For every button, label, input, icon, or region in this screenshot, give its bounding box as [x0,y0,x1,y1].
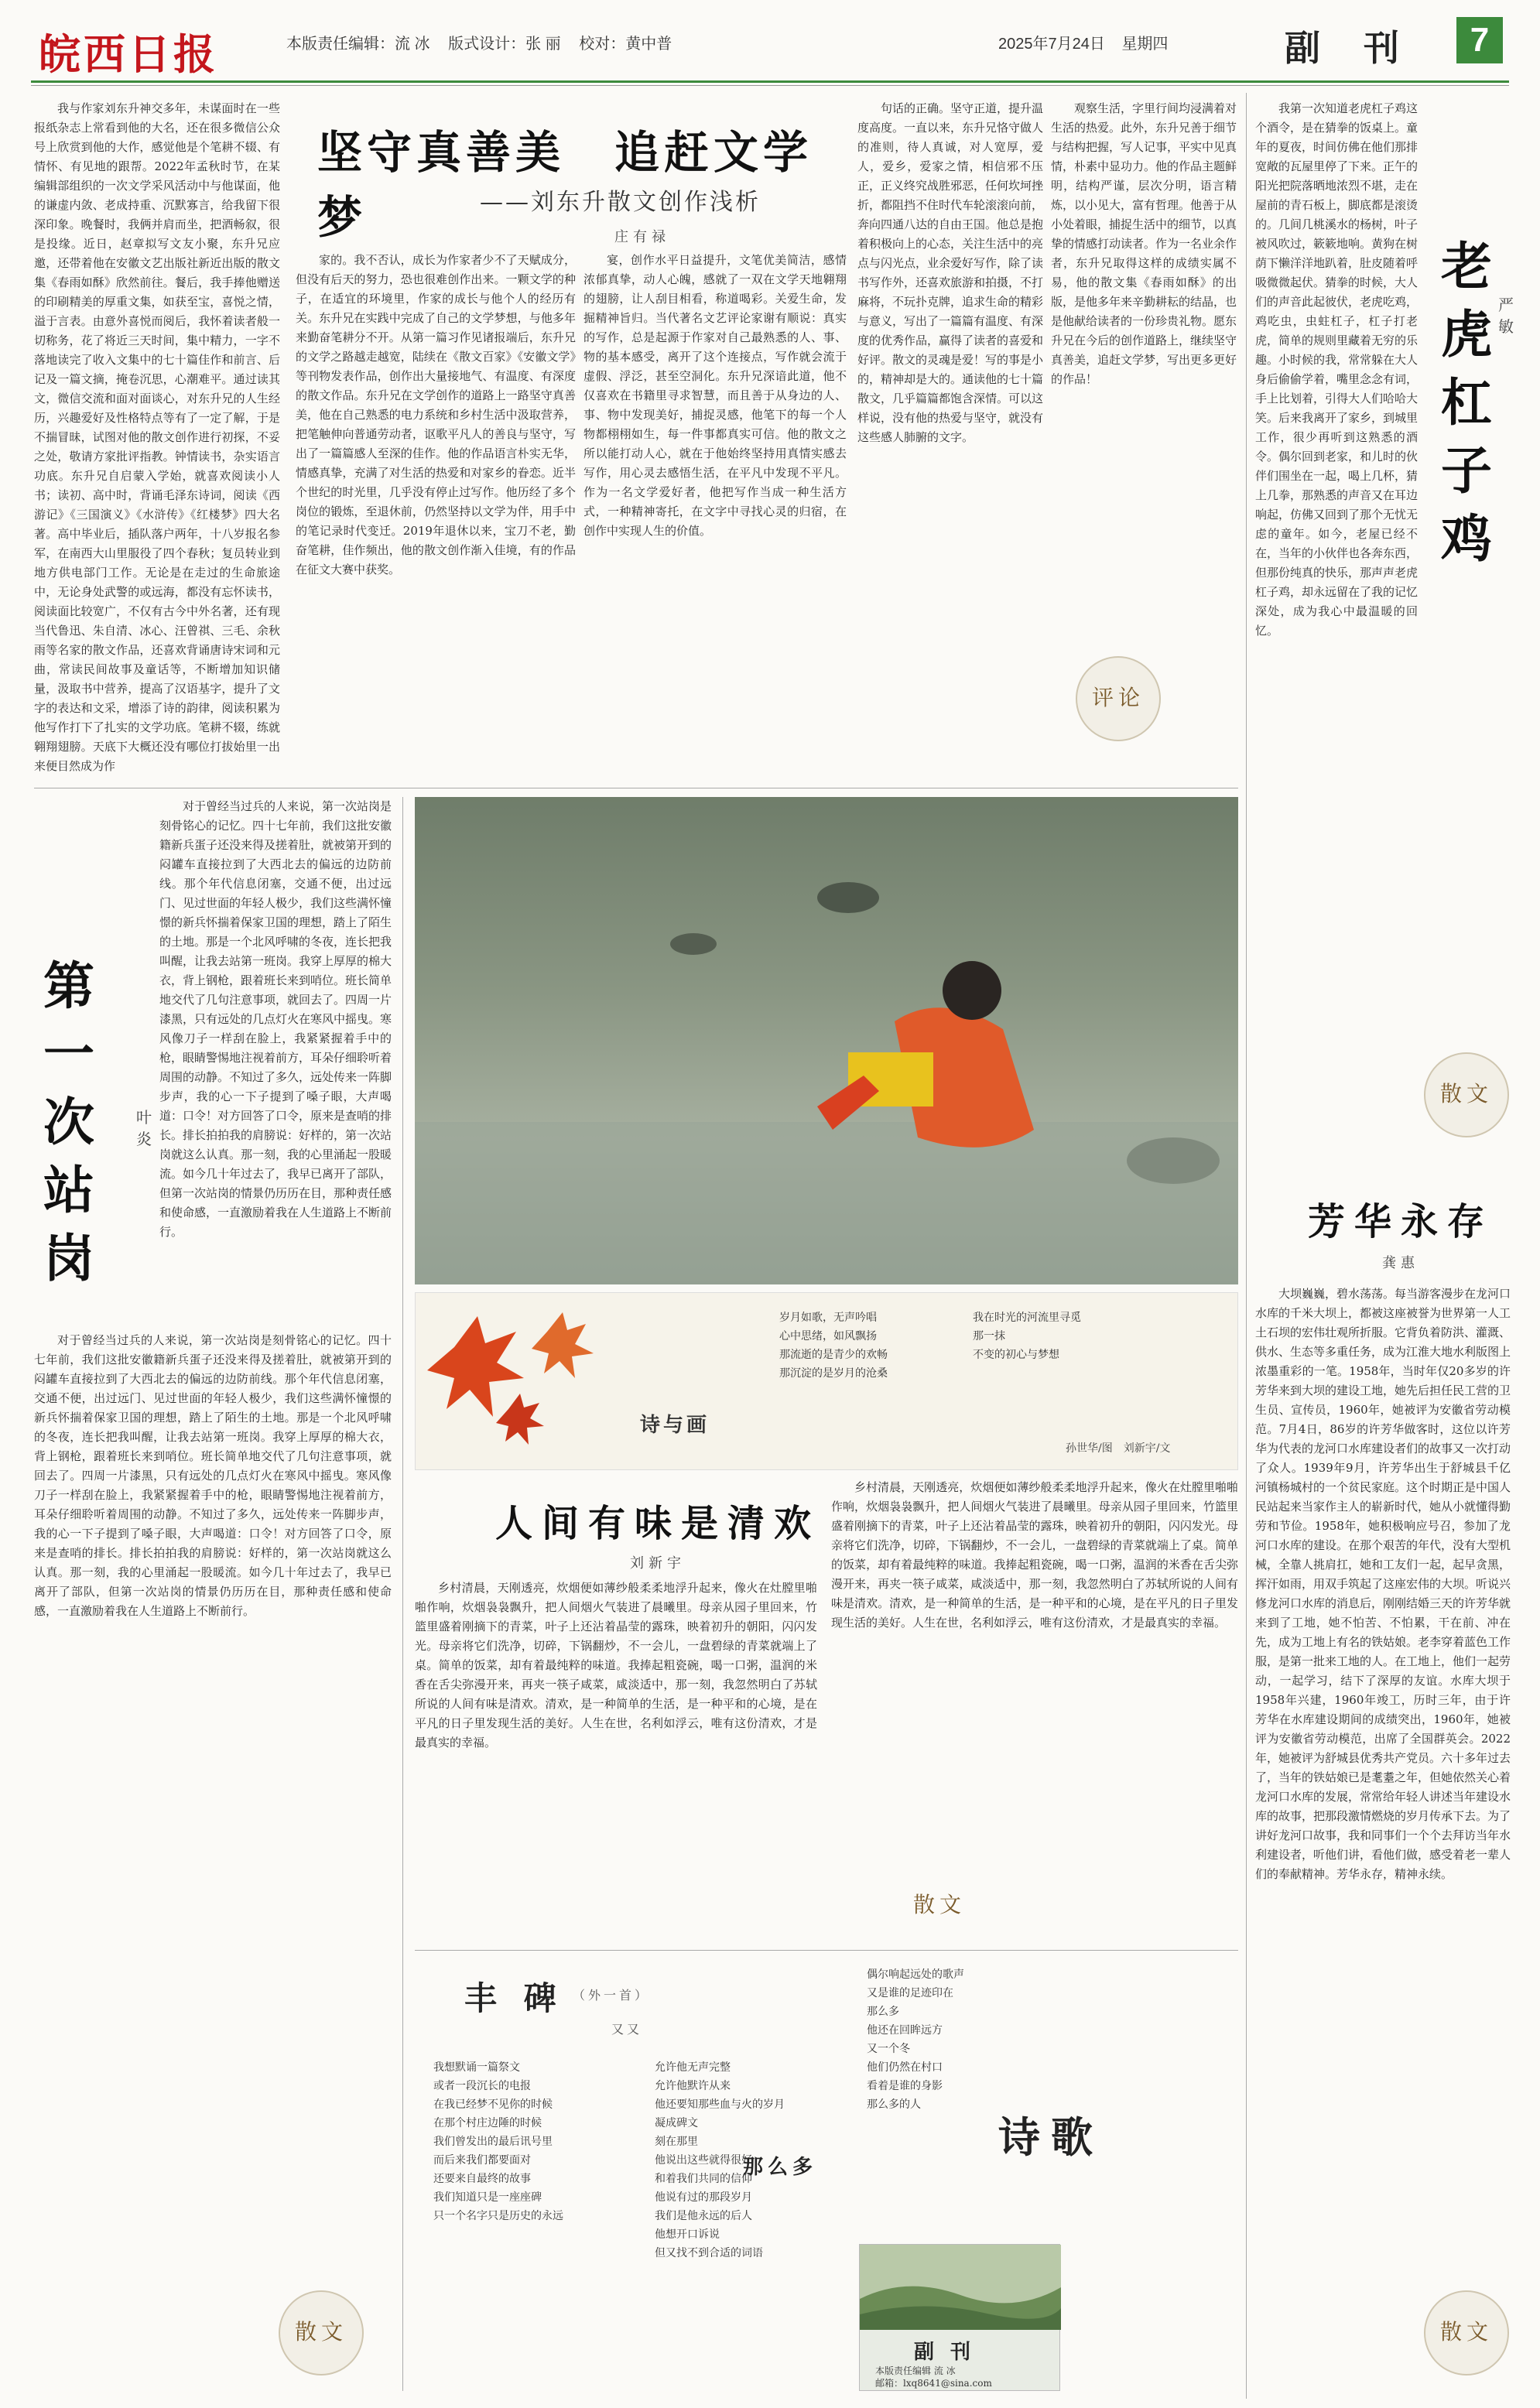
poem-line: 我想默诵一篇祭文 [433,2061,520,2074]
feature-col2-text: 家的。我不否认，成长为作家者少不了天赋成分，但没有后天的努力，恐也很难创作出来。一颗文学的种子，在适宜的环境里，作家的成长与他个人的经历有关。东升兄在实践中完成了自己的文学梦想，与他多年来勤奋笔耕分不开。从第一篇习作见诸报端后，东升兄的文学之路越走越宽，陆续在《散文百家》《安徽文学》等刊物发表作品，创作出大量接地气、有温度、有深度的散文作品。东升兄在文学创作的道路上一路坚守真善美，他在自己熟悉的电力系统和乡村生活中汲取营养，把笔触伸向普通劳动者，讴歌平凡人的善良与坚守，写出了一篇篇感人至深的佳作。他的作品语言朴实无华，情感真挚，充满了对生活的热爱和对家乡的眷恋。近半个世纪的时光里，几乎没有停止过写作。他历经了多个岗位的锻炼，至退休前，仍然坚持以文学为伴，用手中的笔记录时代变迁。2019年退休以来，宝刀不老，勤奋笔耕，佳作频出，他的散文创作渐入佳境，有的作品在征文大赛中获奖。 [296,253,576,576]
essay-tag-fragrance: 散文 [1424,2290,1509,2376]
feature-subtitle: ——刘东升散文创作浅析 [480,189,761,216]
clear-joy-author: 刘新宇 [630,1555,686,1572]
poem-line: 他们仍然在村口 [867,2061,943,2074]
poem-line: 那么多 [867,2006,899,2018]
poem-line: 那沉淀的是岁月的沧桑 [779,1367,888,1380]
river-photo-illustration [415,797,1238,1284]
poem-line: 他想开口诉说 [655,2228,720,2241]
feature-column-3 [583,251,847,780]
poem-line: 在我已经梦不见你的时候 [433,2098,553,2111]
poem-painting-label: 诗与画 [640,1414,710,1437]
fragrance-title: 芳华永存 [1307,1200,1494,1243]
dateline [998,31,1168,53]
poem-line: 我们是他永远的后人 [655,2210,752,2222]
poem-line: 又是谁的足迹印在 [867,1987,953,1999]
maple-leaf-icon [427,1316,524,1417]
poetry-tag: 诗歌 [998,2112,1104,2162]
clear-joy-body-1 [415,1579,817,1942]
poem-line: 和着我们共同的信仰 [655,2173,752,2185]
essay-tag-tiger: 散文 [1424,1052,1509,1137]
poem-line: 看着是谁的身影 [867,2080,943,2092]
masthead-thin-rule [31,85,1509,86]
feature-column-4 [857,99,1043,780]
stele-author: 又又 [611,2022,643,2037]
poem-line: 而后来我们都要面对 [433,2154,531,2167]
poem-line: 他说有过的那段岁月 [655,2191,752,2204]
feature-col1-text: 我与作家刘东升神交多年，未谋面时在一些报纸杂志上常看到他的大名，还在很多微信公众号上欣赏到他的大作，感觉他是个笔耕不辍、有情怀、有见地的跟帮。2022年孟秋时节，在某编辑部组织的一次文学采风活动中与他谋面，他的谦虚内敛、老成持重、沉默寡言，给我留下很深印象。晚餐时，我俩并肩而坐，把酒畅叙，很是投缘。近日，赵章拟写文友小聚，东升兄应邀，还带着他在安徽文艺出版社新近出版的散文集《春雨如酥》欣然前往。餐后，我手捧他赠送的印刷精美的厚重文集，如获至宝，喜悦之情，溢于言表。由意外喜悦而阅后，我怀着读者般一切称务，花了将近三天时间，集中精力，一字不落地读完了收入文集中的七十篇佳作和前言、后记及一篇文摘，掩卷沉思，心潮难平。通过读其文，微信交流和面对面谈心，对东升兄的人生经历，兴趣爱好及性格特点等有了一定了解，于是不揣冒昧，试图对他的散文创作进行初探，不妥之处，敬请方家批评指教。钟情读书，杂实语言功底。东升兄自启蒙入学始，就喜欢阅读小人书；读初、高中时，背诵毛泽东诗词，阅读《西游记》《三国演义》《水浒传》《红楼梦》四大名著。高中毕业后，插队落户两年，十八岁报名参军，在南西大山里服役了四个春秋；复员转业到地方供电部门工作。无论是在走过的生命旅途中，无论身处武警的或远海，都没有忘怀读书，阅读面比较宽广，不仅有古今中外名著，还有现当代鲁迅、朱自清、冰心、汪曾祺、三毛、余秋雨等名家的散文作品，还喜欢背诵唐诗宋词和元曲，常读民间故事及童话等，不断增加知识储量，汲取书中营养，提高了汉语基字，提升了文字的表达和文采，增添了诗的韵律，阅读积累为他写作打下了扎实的文学功底。笔耕不辍，练就翱翔翅膀。天底下大概还没有哪位打拔始里一出来便目然成为作 [34,101,280,773]
poem-line: 我在时光的河流里寻觅 [973,1312,1081,1324]
issue-weekday: 星期四 [1121,36,1169,53]
poem-line: 我们曾发出的最后讯号里 [433,2136,553,2148]
review-tag: 评论 [1076,656,1161,741]
first-post-body-top [159,797,392,1323]
poem-line: 允许他默许从来 [655,2080,731,2092]
poem-line: 允许他无声完整 [655,2061,731,2074]
poem-line: 只一个名字只是历史的永远 [433,2210,563,2222]
poem-line: 刻在那里 [655,2136,698,2148]
poem-line: 他还要知那些血与火的岁月 [655,2098,785,2111]
poem2-lines [867,1965,1022,2114]
designer-credit: 版式设计：张 丽 [448,36,561,53]
clear-joy-text: 乡村清晨，天刚透亮，炊烟便如薄纱般柔柔地浮升起来，像火在灶膛里啪啪作响，炊烟袅袅飘升，把人间烟火气装进了晨曦里。母亲从园子里回来，竹篮里盛着刚摘下的青菜，叶子上还沾着晶莹的露珠，映着初升的朝阳，闪闪发光。母亲将它们洗净，切碎，下锅翻炒，不一会儿，一盘碧绿的青菜就端上了桌。简单的饭菜，却有着最纯粹的味道。我捧起粗瓷碗，喝一口粥，温润的米香在舌尖弥漫开来，再夹一筷子咸菜，咸淡适中，那一刻，我忽然明白了苏轼所说的人间有味是清欢。清欢，是一种简单的生活，是一种平和的心境，是在平凡的日子里发现生活的美好。人生在世，名利如浮云，唯有这份清欢，才是最真实的幸福。 [415,1581,817,1750]
column-divider-right [1246,93,1247,2399]
stele-subtitle: （外一首） [573,1988,651,2003]
credits-line [286,31,686,53]
poem-line: 凝成碑文 [655,2117,698,2129]
feature-col5-text: 观察生活，字里行间均浸满着对生活的热爱。此外，东升兄善于细节与结构把握，写人记事，平实中见真情，朴素中显功力。他的作品主题鲜明，结构严谨，层次分明，语言精炼，以小见大，富有哲理。他善于从小处着眼，捕捉生活中的细节，以真挚的情感打动读者。作为一名业余作者，东升兄取得这样的成绩实属不易，他的散文集《春雨如酥》的出版，是他多年来辛勤耕耘的结晶，也是他献给读者的一份珍贵礼物。愿东升兄在今后的创作道路上，继续坚守真善美，追赶文学梦，写出更多更好的作品！ [1051,101,1237,386]
poem-painting-credit: 孙世华/图 刘新宇/文 [1066,1442,1171,1455]
poem-line: 那流逝的是青少的欢畅 [779,1349,888,1361]
feature-column-5 [1051,99,1237,656]
feature-column-2 [296,251,576,780]
rock-icon [817,882,879,913]
column-divider-left [402,797,403,2391]
poem-line: 在那个村庄边陲的时候 [433,2117,542,2129]
section-title: 副 刊 [1285,27,1415,69]
page-number: 7 [1456,17,1503,63]
tiger-essay-author: 严敏 [1498,296,1514,336]
child-head-figure [943,961,1001,1020]
editor-credit: 本版责任编辑：流 冰 [286,36,430,53]
fragrance-author: 龚惠 [1382,1255,1419,1271]
newspaper-logo: 皖西日报 [39,29,218,79]
proofreader-credit: 校对：黄中普 [579,36,672,53]
first-post-title [34,952,104,1292]
footer-email: 邮箱：lxq8641@sina.com [875,2378,992,2389]
poem-line: 那一抹 [973,1330,1005,1343]
tiger-essay-title-text: 老虎杠子鸡 [1441,236,1492,569]
clear-joy-title: 人间有味是清欢 [495,1502,820,1545]
poem-line: 他还在回眸远方 [867,2024,943,2037]
poem-line: 那么多的人 [867,2098,921,2111]
poem-line: 不变的初心与梦想 [973,1349,1059,1361]
first-post-author: 叶炎 [136,1108,152,1148]
clear-joy-body-2 [831,1478,1238,1942]
stele-lines-a [433,2058,635,2225]
poem-painting-lines-left [779,1308,965,1383]
first-post-text: 对于曾经当过兵的人来说，第一次站岗是刻骨铭心的记忆。四十七年前，我们这批安徽籍新兵蛋子还没来得及搓着肚，就被第开到的闷罐车直接拉到了大西北去的偏远的边防前线。那个年代信息闭塞，交通不便，出过远门、见过世面的年轻人极少，我们这些满怀憧憬的新兵怀揣着保家卫国的理想，踏上了陌生的土地。那是一个北风呼啸的冬夜，连长把我叫醒，让我去站第一班岗。我穿上厚厚的棉大衣，背上钢枪，跟着班长来到哨位。班长简单地交代了几句注意事项，就回去了。四周一片漆黑，只有远处的几点灯火在寒风中摇曳。寒风像刀子一样刮在脸上，我紧紧握着手中的枪，眼睛警惕地注视着前方，耳朵仔细聆听着周围的动静。不知过了多久，远处传来一阵脚步声，我的心一下子提到了嗓子眼，大声喝道：口令！对方回答了口令，原来是查哨的排长。排长拍拍我的肩膀说：好样的，第一次站岗就这么认真。那一刻，我的心里涌起一股暖流。如今几十年过去了，我早已离开了部队，但第一次站岗的情景仍历历在目，那种责任感和使命感，一直激励着我在人生道路上不断前行。 [159,799,392,1239]
first-post-body-bottom [34,1331,392,2337]
feature-title: 坚守真善美 追赶文学梦 [317,126,813,244]
essay-tag-clear-joy: 散文 [913,1892,967,1917]
masthead-rule [31,80,1509,83]
poem-line: 但又找不到合适的词语 [655,2247,763,2259]
poem-line: 心中思绪，如风飘扬 [779,1330,877,1343]
tiger-essay-body [1255,99,1418,1120]
fragrance-body [1255,1284,1511,2321]
feature-col3-text: 宴，创作水平日益提升，文笔优美简洁，感情浓郁真挚，动人心魄，感就了一双在文学天地翱翔的翅膀，让人刮目相看，称道喝彩。关爱生命，发掘精神旨归。当代著名文艺评论家谢有顺说：真实的写作，总是起源于作家对自己最熟悉的人、事、物的基本感受，离开了这个连接点，写作就会流于虚假、浮泛，甚至空洞化。东升兄深谙此道，他不仅喜欢在书籍里寻求智慧，而且善于从身边的人、事、物中发现美好，捕捉灵感，他笔下的每一个人物都栩栩如生，每一件事都真实可信。他的散文之所以能打动人心，就在于他始终坚持用真情实感去写作，用心灵去感悟生活，在平凡中发现不平凡。作为一名文学爱好者，他把写作当成一种生活方式，一种精神寄托，在文字中寻找心灵的归宿，在创作中实现人生的价值。 [583,253,847,538]
poem-line: 偶尔响起远处的歌声 [867,1968,964,1981]
water-surface [415,1122,1238,1284]
poem-line: 岁月如歌，无声吟唱 [779,1312,877,1324]
footer-editor: 本版责任编辑 流 冰 [875,2365,956,2376]
tea-garden-illustration [860,2245,1061,2330]
essay-tag-first-post: 散文 [279,2290,364,2376]
poem-line: 或者一段沉长的电报 [433,2080,531,2092]
poem-line: 他说出这些就得很好 [655,2154,752,2167]
poem2-title: 那么多 [743,2156,818,2179]
footer-box [859,2244,1060,2391]
rock-icon [670,933,717,955]
maple-leaf-icon [496,1394,544,1445]
river-photo [415,797,1238,1284]
poem-line: 又一个冬 [867,2043,910,2055]
poem-line: 我们知道只是一座座碑 [433,2191,542,2204]
feature-author: 庄有禄 [614,229,670,245]
stele-title: 丰 碑 [464,1979,564,2017]
poem-painting-box [415,1292,1238,1470]
tiger-essay-title [1432,232,1501,573]
fragrance-text: 大坝巍巍，碧水荡荡。每当游客漫步在龙河口水库的千米大坝上，都被这座被誉为世界第一人工土石坝的宏伟壮观所折服。它背负着防洪、灌溉、供水、生态等多重任务，成为江淮大地水利版图上浓墨重彩的一笔。1958年，当时年仅20多岁的许芳华来到大坝的建设工地，她先后担任民工营的卫生员、宣传员，1960年，她被评为安徽省劳动模范。7月4日，86岁的许芳华做客时，这位以许芳华为代表的龙河口水库建设者们的故事又一次打动了众人。1939年9月，许芳华出生于舒城县千亿河镇杨城村的一个贫民家庭。这个时期正是中国人民站起来当家作主人的崭新时代，她从小就懂得勤劳和节俭。1958年，她积极响应号召，参加了龙河口水库的建设。在那个艰苦的年代，没有大型机械，全靠人挑肩扛，她和工友们一起，起早贪黑，挥汗如雨，用双手筑起了这座宏伟的大坝。听说兴修龙河口水库的消息后，刚刚结婚三天的许芳华就来到了工地，她不怕苦、不怕累，干在前、冲在先，成为工地上有名的铁姑娘。老李穿着蓝色工作服，是第一批来工地的人。在工地上，他们一起劳动，一起学习，结下了深厚的友谊。水库大坝于1958年兴建，1960年竣工，历时三年，由于许芳华在水库建设期间的成绩突出，1960年，她被评为安徽省劳动模范，出席了全国群英会。2022年，她被评为舒城县优秀共产党员。六十多年过去了，当年的铁姑娘已是耄耋之年，但她依然关心着龙河口水库的发展，常常给年轻人讲述当年建设水库的故事，把那段激情燃烧的岁月传承下去。为了讲好龙河口故事，我和同事们一个个去拜访当年水利建设者，听他们讲，看他们做，感受着老一辈人们的奉献精神。芳华永存，精神永续。 [1255,1287,1511,1881]
tiger-essay-text: 我第一次知道老虎杠子鸡这个酒令，是在猜拳的饭桌上。童年的夏夜，时间仿佛在他们那排宽敞的瓦屋里停了下来。正午的阳光把院落晒地浓烈不堪，走在屋前的青石板上，脚底都是滚烫的。几间几桃溪水的杨树，叶子被风吹过，簌簌地响。黄狗在树荫下懒洋洋地趴着，肚皮随着呼吸微微起伏。猜拳的时候，大人们的声音此起彼伏，老虎吃鸡，鸡吃虫，虫蛀杠子，杠子打老虎，简单的规则里藏着无穷的乐趣。小时候的我，常常躲在大人身后偷偷学着，嘴里念念有词，手上比划着，引得大人们哈哈大笑。后来我离开了家乡，到城里工作，很少再听到这熟悉的酒令。偶尔回到老家，和儿时的伙伴们围坐在一起，喝上几杯，猜上几拳，那熟悉的声音又在耳边响起，仿佛又回到了那个无忧无虑的童年。如今，老屋已经不在，当年的小伙伴也各奔东西，但那份纯真的快乐，那声声老虎杠子鸡，却永远留在了我的记忆深处，成为我心中最温暖的回忆。 [1255,101,1418,638]
footer-label: 副 刊 [914,2341,976,2364]
poem-line: 还要来自最终的故事 [433,2173,531,2185]
issue-date: 2025年7月24日 [998,36,1105,53]
clear-joy-bottom-rule [415,1950,1238,1951]
first-post-title-text: 第一次站岗 [43,956,94,1288]
clear-joy-text-continued: 乡村清晨，天刚透亮，炊烟便如薄纱般柔柔地浮升起来，像火在灶膛里啪啪作响，炊烟袅袅飘升，把人间烟火气装进了晨曦里。母亲从园子里回来，竹篮里盛着刚摘下的青菜，叶子上还沾着晶莹的露珠，映着初升的朝阳，闪闪发光。母亲将它们洗净，切碎，下锅翻炒，不一会儿，一盘碧绿的青菜就端上了桌。简单的饭菜，却有着最纯粹的味道。我捧起粗瓷碗，喝一口粥，温润的米香在舌尖弥漫开来，再夹一筷子咸菜，咸淡适中，那一刻，我忽然明白了苏轼所说的人间有味是清欢。清欢，是一种简单的生活，是一种平和的心境，是在平凡的日子里发现生活的美好。人生在世，名利如浮云，唯有这份清欢，才是最真实的幸福。 [831,1480,1238,1630]
maple-leaves-illustration [423,1301,625,1455]
masthead [0,0,1540,85]
maple-leaf-icon [532,1312,594,1378]
first-post-text-continued: 对于曾经当过兵的人来说，第一次站岗是刻骨铭心的记忆。四十七年前，我们这批安徽籍新兵蛋子还没来得及搓着肚，就被第开到的闷罐车直接拉到了大西北去的偏远的边防前线。那个年代信息闭塞，交通不便，出过远门、见过世面的年轻人极少，我们这些满怀憧憬的新兵怀揣着保家卫国的理想，踏上了陌生的土地。那是一个北风呼啸的冬夜，连长把我叫醒，让我去站第一班岗。我穿上厚厚的棉大衣，背上钢枪，跟着班长来到哨位。班长简单地交代了几句注意事项，就回去了。四周一片漆黑，只有远处的几点灯火在寒风中摇曳。寒风像刀子一样刮在脸上，我紧紧握着手中的枪，眼睛警惕地注视着前方，耳朵仔细聆听着周围的动静。不知过了多久，远处传来一阵脚步声，我的心一下子提到了嗓子眼，大声喝道：口令！对方回答了口令，原来是查哨的排长。排长拍拍我的肩膀说：好样的，第一次站岗就这么认真。那一刻，我的心里涌起一股暖流。如今几十年过去了，我早已离开了部队，但第一次站岗的情景仍历历在目，那种责任感和使命感，一直激励着我在人生道路上不断前行。 [34,1333,392,1618]
feature-col4-text: 句话的正确。坚守正道，提升温度高度。一直以来，东升兄恪守做人的准则，待人真诚，对人宽厚，爱人，爱乡，爱家之情，相信邪不压正，正义终究战胜邪恶，任何坎坷挫折，都阻挡不住时代车轮滚滚向前，奔向四通八达的自由王国。他总是抱着积极向上的心态，关注生活中的亮点与闪光点，业余爱好写作，除了读书写作外，还喜欢旅游和拍摄，不打麻将，不玩扑克牌，追求生命的精彩与意义，写出了一篇篇有温度、有深度的优秀作品，赢得了读者的喜爱和好评。散文的灵魂是爱！写的事是小的，精神却是大的。通读他的七十篇散文，几乎篇篇都饱含深情。可以这样说，没有他的热爱与坚守，就没有这些感人肺腑的文字。 [857,101,1043,444]
poem-painting-lines-right [973,1308,1158,1364]
feature-column-1 [34,99,280,780]
